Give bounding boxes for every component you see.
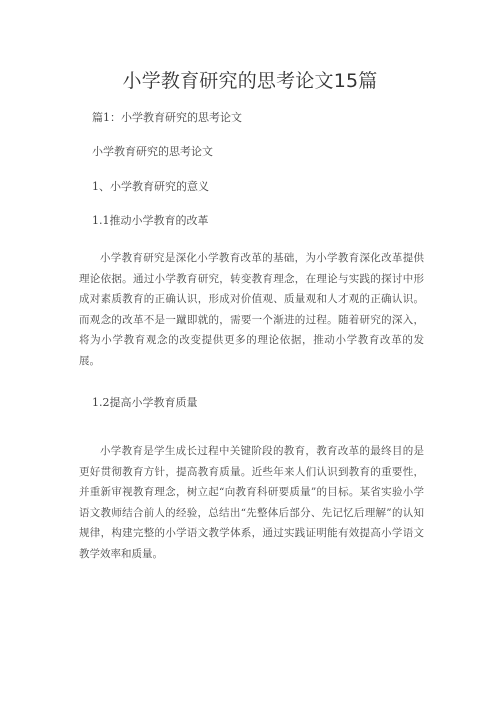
document-title: 小学教育研究的思考论文15篇 [122, 70, 378, 92]
section-heading-1-1: 1.1推动小学教育的改革 [92, 214, 209, 227]
section-heading-1-2: 1.2提高小学教育质量 [92, 396, 198, 409]
section-heading-1: 1、小学教育研究的意义 [92, 180, 209, 193]
section-1-2-paragraph: 小学教育是学生成长过程中关键阶段的教育，教育改革的最终目的是更好贯彻教育方针，提高教育质量。近些年来人们认识到教育的重要性，并重新审视教育理念，树立起“向教育科研要质量”的目标。某省实验小学语文教师结合前人的经验，总结出“先整体后部分、先记忆后理解”的认知规律，构建完整的小学语文教学体系，通过实践证明能有效提高小学语文教学效率和质量。 [79, 445, 424, 560]
chapter-label: 篇1：小学教育研究的思考论文 [92, 111, 242, 124]
section-1-1-paragraph: 小学教育研究是深化小学教育改革的基础，为小学教育深化改革提供理论依据。通过小学教育研究，转变教育理念，在理论与实践的探讨中形成对素质教育的正确认识，形成对价值观、质量观和人才观的正确认识。而观念的改革不是一蹴即就的，需要一个渐进的过程。随着研究的深入，将为小学教育观念的改变提供更多的理论依据，推动小学教育改革的发展。 [79, 252, 424, 367]
document-subtitle: 小学教育研究的思考论文 [92, 145, 213, 158]
